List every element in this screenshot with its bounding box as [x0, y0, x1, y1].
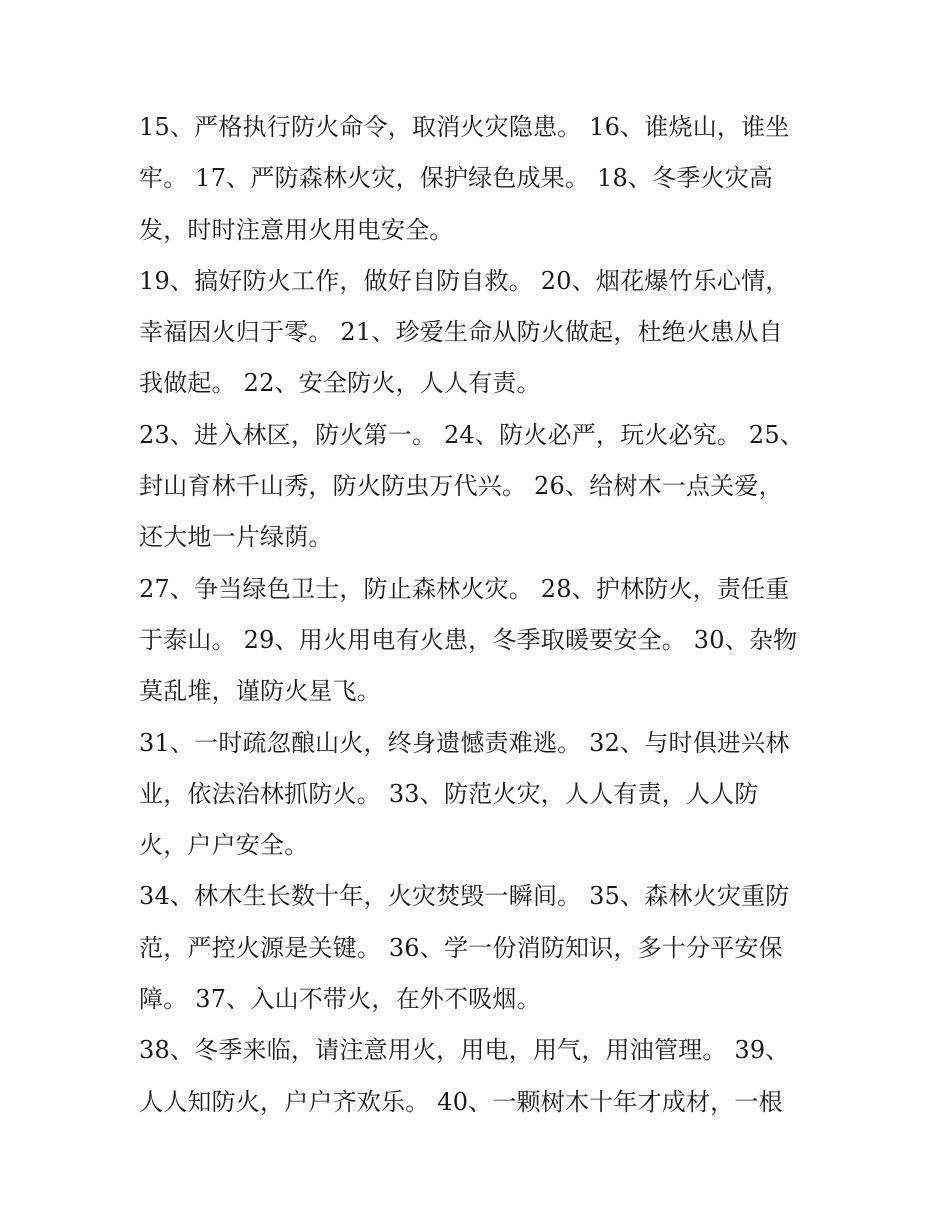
text-line: 15、严格执行防火命令，取消火灾隐患。 16、谁烧山，谁坐 — [139, 113, 790, 141]
text-line: 38、冬季来临，请注意用火，用电，用气，用油管理。 39、 — [139, 1036, 790, 1065]
text-line: 火，户户安全。 — [139, 831, 309, 860]
paragraph-34-37 — [139, 871, 811, 1025]
paragraph-31-33 — [139, 718, 811, 872]
text-line: 于泰山。 29、用火用电有火患，冬季取暖要安全。 30、杂物 — [139, 625, 798, 654]
paragraph-38-40 — [139, 1025, 811, 1128]
text-line: 范，严控火源是关键。 36、学一份消防知识，多十分平安保 — [139, 933, 783, 962]
text-line: 还大地一片绿荫。 — [139, 523, 333, 552]
paragraph-23-26 — [139, 410, 811, 564]
text-line: 障。 37、入山不带火，在外不吸烟。 — [139, 985, 541, 1014]
text-line: 19、搞好防火工作，做好自防自救。 20、烟花爆竹乐心情， — [139, 266, 790, 295]
text-line: 业，依法治林抓防火。 33、防范火灾，人人有责，人人防 — [139, 779, 759, 808]
text-line: 发，时时注意用火用电安全。 — [139, 215, 454, 244]
text-line: 封山育林千山秀，防火防虫万代兴。 26、给树木一点关爱， — [139, 472, 783, 501]
text-line: 34、林木生长数十年，火灾焚毁一瞬间。 35、森林火灾重防 — [139, 882, 790, 911]
text-line: 31、一时疏忽酿山火，终身遗憾责难逃。 32、与时俱进兴林 — [139, 728, 790, 757]
text-line: 我做起。 22、安全防火，人人有责。 — [139, 369, 541, 398]
text-line: 27、争当绿色卫士，防止森林火灾。 28、护林防火，责任重 — [139, 574, 790, 603]
text-line: 牢。 17、严防森林火灾，保护绿色成果。 18、冬季火灾高 — [139, 164, 774, 193]
text-line: 23、进入林区，防火第一。 24、防火必严，玩火必究。 25、 — [139, 420, 805, 449]
paragraph-15-18 — [139, 102, 811, 256]
text-line: 莫乱堆，谨防火星飞。 — [139, 677, 381, 706]
paragraph-19-22 — [139, 256, 811, 410]
text-line: 幸福因火归于零。 21、珍爱生命从防火做起，杜绝火患从自 — [139, 318, 783, 347]
text-line: 人人知防火，户户齐欢乐。 40、一颗树木十年才成材，一根 — [139, 1087, 783, 1116]
paragraph-27-30 — [139, 564, 811, 718]
document-body — [139, 102, 811, 1128]
